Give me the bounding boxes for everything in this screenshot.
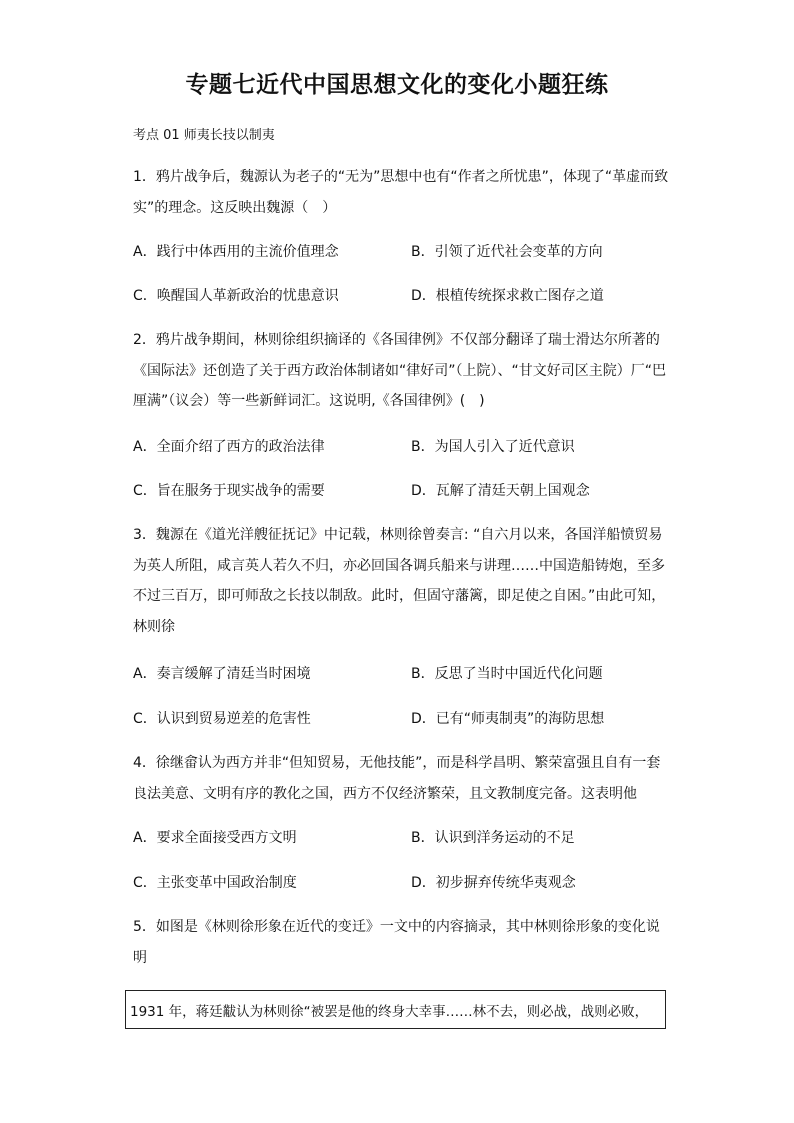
question-1-option-b[interactable]: B．引领了近代社会变革的方向 [411, 244, 603, 260]
question-2-text: 2．鸦片战争期间，林则徐组织摘译的《各国律例》不仅部分翻译了瑞士滑达尔所著的《国际法》还创造了关于西方政治体制诸如“律好司”（上院）、“甘文好司区主院）厂“巴厘满”（议会）等一些新鲜词汇。这说明,《各国律例》( ) [133, 332, 667, 409]
question-4-option-d[interactable]: D．初步摒弃传统华夷观念 [411, 875, 576, 891]
question-5-text: 5．如图是《林则徐形象在近代的变迁》一文中的内容摘录，其中林则徐形象的变化说明 [133, 919, 660, 966]
page-title: 专题七近代中国思想文化的变化小题狂练 [185, 72, 609, 98]
question-4-text: 4．徐继畲认为西方并非“但知贸易，无他技能”，而是科学昌明、繁荣富强且自有一套良法美意、文明有序的教化之国，西方不仅经济繁荣，且文教制度完备。这表明他 [133, 755, 661, 802]
question-2-option-a[interactable]: A．全面介绍了西方的政治法律 [133, 439, 325, 455]
question-3-option-d[interactable]: D．已有“师夷制夷”的海防思想 [411, 711, 605, 727]
question-1-text: 1．鸦片战争后，魏源认为老子的“无为”思想中也有“作者之所忧患”，体现了“革虚而致实”的理念。这反映出魏源（ ） [133, 169, 669, 216]
question-2-option-b[interactable]: B．为国人引入了近代意识 [411, 439, 575, 455]
question-4-option-b[interactable]: B．认识到洋务运动的不足 [411, 830, 575, 846]
question-1-option-a[interactable]: A．践行中体西用的主流价值理念 [133, 244, 339, 260]
question-1-option-d[interactable]: D．根植传统探求救亡图存之道 [411, 288, 604, 304]
question-4-option-a[interactable]: A．要求全面接受西方文明 [133, 830, 297, 846]
question-3-option-b[interactable]: B．反思了当时中国近代化问题 [411, 666, 603, 682]
question-2-option-c[interactable]: C．旨在服务于现实战争的需要 [133, 483, 325, 499]
question-3-option-c[interactable]: C．认识到贸易逆差的危害性 [133, 711, 311, 727]
question-2-option-d[interactable]: D．瓦解了清廷天朝上国观念 [411, 483, 590, 499]
question-3-option-a[interactable]: A．奏言缓解了清廷当时困境 [133, 666, 311, 682]
question-3-text: 3．魏源在《道光洋艘征抚记》中记载，林则徐曾奏言: “自六月以来，各国洋船愤贸易为英人所阻，咸言英人若久不归，亦必回国各调兵船来与讲理……中国造船铸炮，至多不过三百万，即可师敌之长技以制敌。此时，但固守藩篱，即足使之自困。”由此可知，林则徐 [133, 527, 666, 635]
section-heading: 考点 01 师夷长技以制夷 [133, 128, 275, 143]
quote-box: 1931 年，蒋廷黻认为林则徐“被罢是他的终身大幸事……林不去，则必战，战则必败， [125, 990, 666, 1029]
question-1-option-c[interactable]: C．唤醒国人革新政治的忧患意识 [133, 288, 339, 304]
question-4-option-c[interactable]: C．主张变革中国政治制度 [133, 875, 297, 891]
